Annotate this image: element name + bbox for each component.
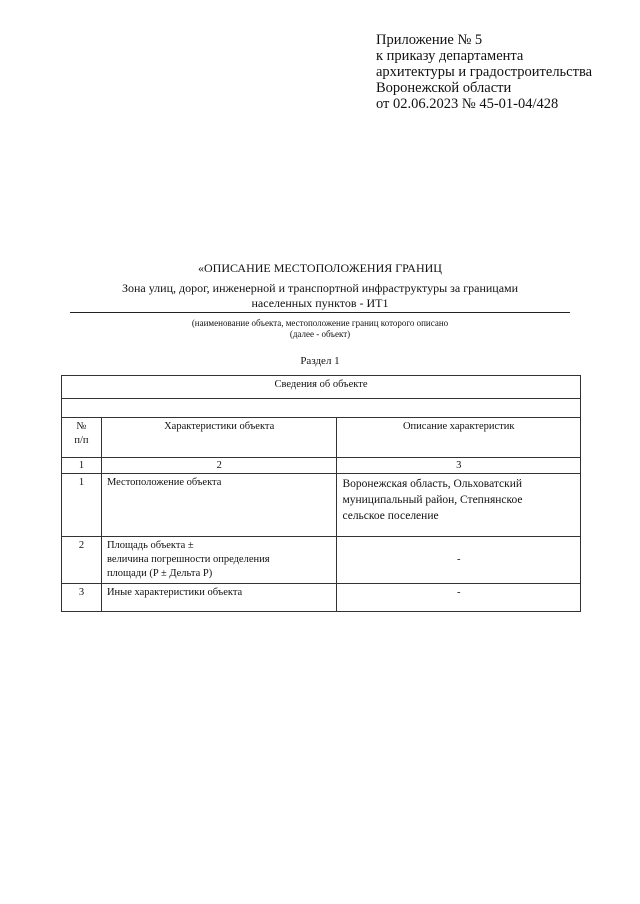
caption-line: (наименование объекта, местоположение границ которого описано (191, 318, 449, 328)
appendix-line: от 02.06.2023 № 45-01-04/428 (376, 96, 559, 112)
row-description (337, 537, 581, 584)
row-description (337, 474, 581, 537)
table-title: Сведения об объекте (62, 376, 581, 399)
characteristic-line: Местоположение объекта (106, 477, 222, 488)
characteristic-line: Иные характеристики объекта (106, 587, 243, 598)
table-row (62, 537, 581, 584)
characteristic-line: величина погрешности определения (106, 554, 270, 565)
header-num-line: № (76, 421, 87, 432)
description-line: сельское поселение (342, 510, 439, 522)
row-characteristic (101, 474, 337, 537)
appendix-line: архитектуры и градостроительства (376, 64, 593, 80)
description-dash: - (456, 554, 461, 565)
header-description: Описание характеристик (337, 418, 581, 458)
table-row (62, 474, 581, 537)
description-dash: - (456, 587, 461, 598)
caption-line: (далее - объект) (289, 329, 351, 339)
table-blank-row (62, 399, 581, 418)
appendix-block (376, 32, 592, 112)
object-info-table (61, 375, 581, 612)
table-row (62, 584, 581, 612)
header-num-line: п/п (74, 435, 89, 446)
row-characteristic (101, 537, 337, 584)
object-name-line: населенных пунктов - ИТ1 (251, 296, 389, 310)
section-heading: Раздел 1 (300, 355, 340, 367)
appendix-line: Приложение № 5 (376, 32, 483, 48)
column-number-row (62, 458, 581, 474)
column-number: 1 (62, 458, 102, 474)
row-description (337, 584, 581, 612)
row-num: 2 (62, 537, 102, 584)
column-number: 3 (337, 458, 581, 474)
object-name-line: Зона улиц, дорог, инженерной и транспортной инфраструктуры за границами (121, 281, 519, 295)
row-characteristic (101, 584, 337, 612)
appendix-line: Воронежской области (376, 80, 512, 96)
object-name (70, 281, 570, 313)
row-num: 3 (62, 584, 102, 612)
description-line: муниципальный район, Степнянское (342, 494, 523, 506)
description-line: Воронежская область, Ольховатский (342, 478, 523, 490)
header-characteristic: Характеристики объекта (101, 418, 337, 458)
characteristic-line: площади (P ± Дельта P) (106, 568, 213, 579)
row-num: 1 (62, 474, 102, 537)
table-header-row (62, 418, 581, 458)
document-title: «ОПИСАНИЕ МЕСТОПОЛОЖЕНИЯ ГРАНИЦ (198, 261, 442, 275)
object-name-caption (70, 318, 570, 340)
characteristic-line: Площадь объекта ± (106, 540, 194, 551)
header-num (62, 418, 102, 458)
column-number: 2 (101, 458, 337, 474)
appendix-line: к приказу департамента (376, 48, 524, 64)
